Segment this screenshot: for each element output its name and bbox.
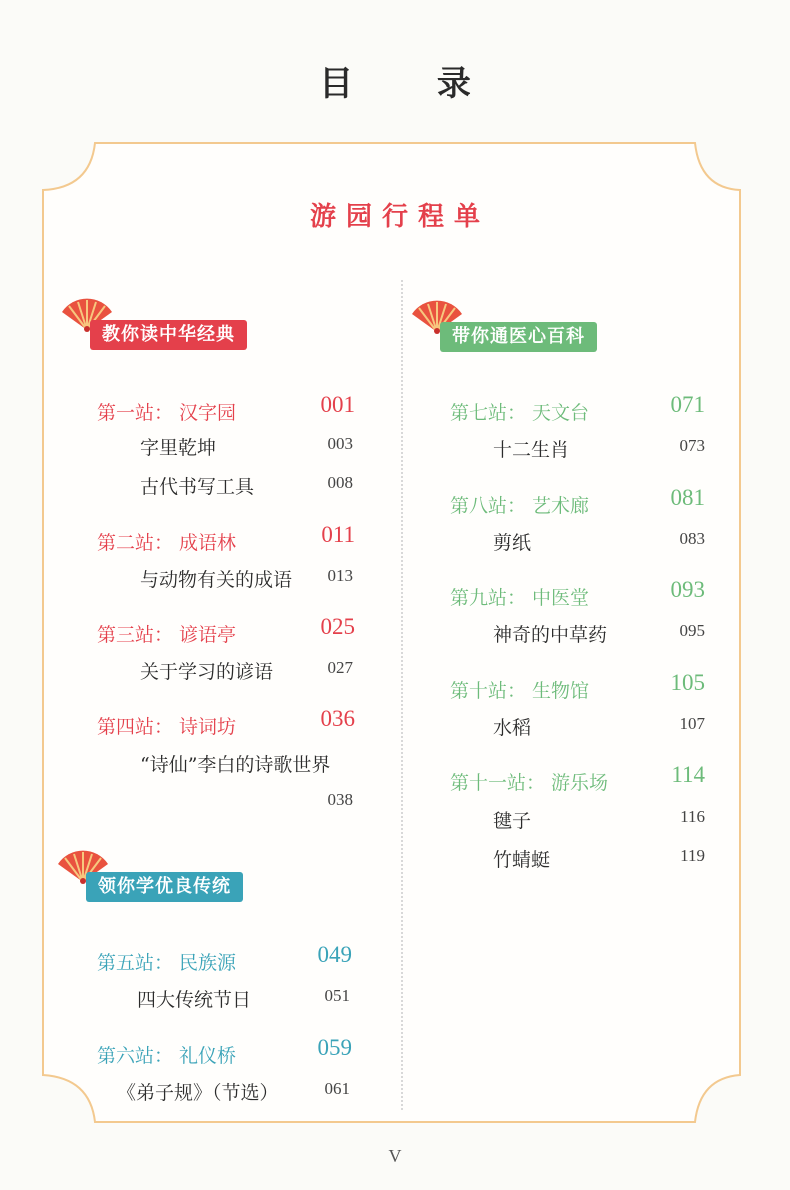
entry-page: 003 xyxy=(327,434,353,453)
station-page: 011 xyxy=(321,522,355,547)
entry-page: 051 xyxy=(324,986,350,1005)
category-header-traditions xyxy=(56,850,276,912)
station-page: 071 xyxy=(670,392,705,417)
station-page: 036 xyxy=(320,706,355,731)
entry-title: 《弟子规》（节选） xyxy=(117,1082,279,1104)
category-header-encyclopedia xyxy=(410,300,630,362)
entry-page: 119 xyxy=(680,846,705,865)
category-header-classics xyxy=(60,298,280,360)
station-page: 059 xyxy=(317,1035,352,1060)
entry-title: 古代书写工具 xyxy=(140,476,255,498)
toc-station[interactable] xyxy=(450,392,705,426)
entry-title: 毽子 xyxy=(493,810,532,832)
station-page: 081 xyxy=(670,485,705,510)
category-label: 教你读中华经典 xyxy=(90,320,247,350)
toc-station[interactable] xyxy=(450,577,705,611)
station-name: 第十站： 生物馆 xyxy=(450,680,590,702)
toc-station[interactable] xyxy=(97,942,352,976)
category-label: 领你学优良传统 xyxy=(86,872,243,902)
entry-page: 095 xyxy=(679,621,705,640)
category-label: 带你通医心百科 xyxy=(440,322,597,352)
station-name: 第一站： 汉字园 xyxy=(97,402,237,424)
entry-page: 061 xyxy=(324,1079,350,1098)
toc-station[interactable] xyxy=(450,762,705,796)
entry-page: 073 xyxy=(679,436,705,455)
station-page: 093 xyxy=(670,577,705,602)
toc-station[interactable] xyxy=(97,614,355,648)
toc-station[interactable] xyxy=(97,392,355,426)
entry-title: 神奇的中草药 xyxy=(493,624,608,646)
toc-station[interactable] xyxy=(450,485,705,519)
station-page: 114 xyxy=(671,762,705,787)
station-page: 001 xyxy=(320,392,355,417)
entry-title: 字里乾坤 xyxy=(140,437,217,459)
entry-page: 013 xyxy=(327,566,353,585)
entry-title: 水稻 xyxy=(493,717,532,739)
station-name: 第八站： 艺术廊 xyxy=(450,495,590,517)
entry-page: 107 xyxy=(679,714,705,733)
toc-station[interactable] xyxy=(450,670,705,704)
entry-title: 十二生肖 xyxy=(493,439,570,461)
page-number: V xyxy=(388,1146,402,1166)
station-name: 第三站： 谚语亭 xyxy=(97,624,237,646)
entry-page: 116 xyxy=(680,807,705,826)
toc-station[interactable] xyxy=(97,1035,352,1069)
entry-page: 083 xyxy=(679,529,705,548)
toc-station[interactable] xyxy=(97,522,355,556)
station-page: 025 xyxy=(320,614,355,639)
entry-page: 008 xyxy=(327,473,353,492)
station-name: 第七站： 天文台 xyxy=(450,402,590,424)
entry-title: 关于学习的谚语 xyxy=(140,661,274,683)
entry-title: 四大传统节日 xyxy=(137,989,252,1011)
station-page: 049 xyxy=(317,942,352,967)
toc-entry[interactable] xyxy=(140,750,353,810)
station-name: 第六站： 礼仪桥 xyxy=(97,1045,237,1067)
toc-station[interactable] xyxy=(97,706,355,740)
station-name: 第十一站： 游乐场 xyxy=(450,772,609,794)
column-divider xyxy=(401,280,403,1110)
entry-page: 027 xyxy=(327,658,353,677)
itinerary-subtitle: 游园行程单 xyxy=(309,202,490,232)
station-name: 第二站： 成语林 xyxy=(97,532,237,554)
station-name: 第五站： 民族源 xyxy=(97,952,237,974)
station-name: 第九站： 中医堂 xyxy=(450,587,590,609)
entry-page: 038 xyxy=(327,790,353,809)
station-name: 第四站： 诗词坊 xyxy=(97,716,237,738)
page-title: 目 录 xyxy=(319,64,507,104)
entry-title: 剪纸 xyxy=(493,532,532,554)
entry-title: 与动物有关的成语 xyxy=(140,569,293,591)
station-page: 105 xyxy=(670,670,705,695)
entry-title: “诗仙”李白的诗歌世界 xyxy=(140,754,331,776)
entry-title: 竹蜻蜓 xyxy=(493,849,551,871)
